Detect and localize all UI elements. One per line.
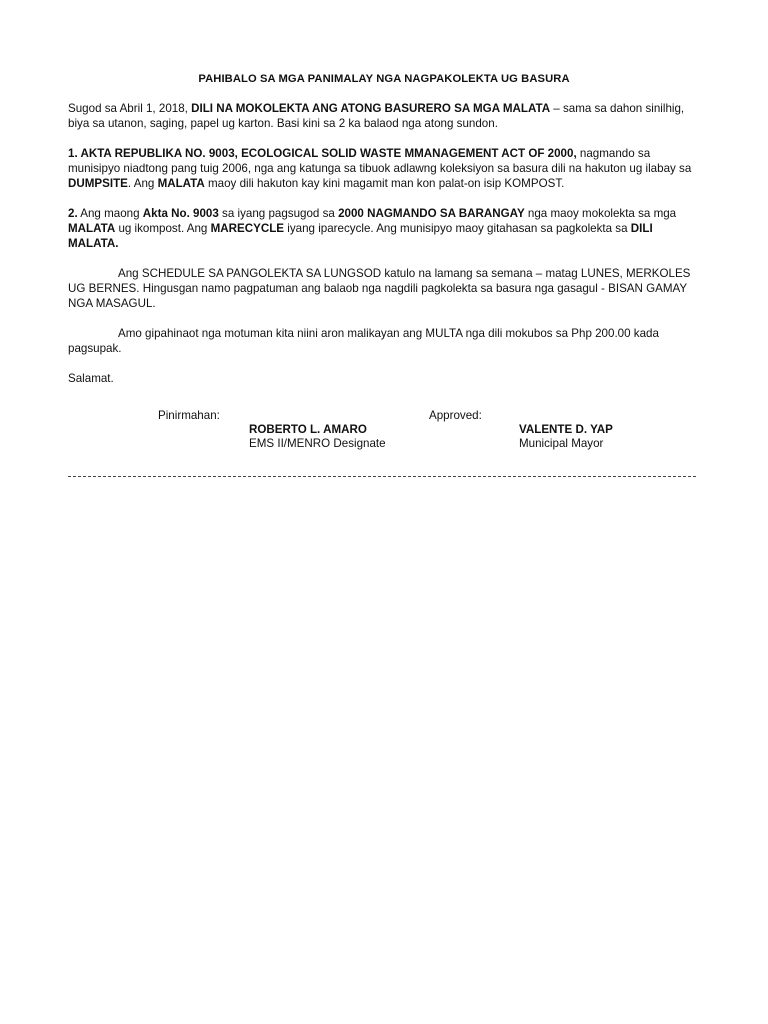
signer-name: ROBERTO L. AMARO: [249, 423, 367, 436]
approver-title: Municipal Mayor: [519, 437, 604, 450]
item-2-text-5: iyang iparecycle. Ang munisipyo maoy gitahasan sa pagkolekta sa: [284, 222, 631, 235]
item-1-text-3: maoy dili hakuton kay kini magamit man kon palat-on isip KOMPOST.: [204, 177, 565, 190]
intro-text-2: – sama sa dahon sinilhig, biya sa utanon, saging, papel ug karton. Basi kini sa 2 ka balaod nga atong sundon.: [68, 102, 685, 130]
closing-text: Salamat.: [68, 372, 114, 385]
item-1-bold-3: MALATA: [157, 177, 205, 190]
signature-block: [68, 408, 700, 452]
item-2-text-2: sa iyang pagsugod sa: [218, 207, 339, 220]
approved-label: Approved:: [429, 409, 482, 422]
intro-bold-1: DILI NA MOKOLEKTA ANG ATONG BASURERO SA MGA MALATA: [191, 102, 551, 115]
schedule-paragraph: Ang SCHEDULE SA PANGOLEKTA SA LUNGSOD katulo na lamang sa semana – matag LUNES, MERKOLES UG BERNES. Hingusgan namo pagpatuman ang balaob nga nagdili pagkolekta sa basura nga gasagul - BISAN GAMAY NGA MASAGUL.: [68, 267, 691, 310]
item-1-paragraph: [68, 146, 700, 191]
dashed-divider: [68, 476, 696, 477]
intro-text-1: Sugod sa Abril 1, 2018,: [68, 102, 192, 115]
intro-paragraph: [68, 101, 700, 131]
item-1-bold-2: DUMPSITE: [68, 177, 128, 190]
item-2-text-1: Ang maong: [77, 207, 143, 220]
document-title: PAHIBALO SA MGA PANIMALAY NGA NAGPAKOLEKTA UG BASURA: [198, 73, 570, 85]
item-2-bold-5: MARECYCLE: [210, 222, 285, 235]
item-2-bold-2: Akta No. 9003: [142, 207, 219, 220]
item-2-paragraph: [68, 206, 700, 251]
item-2-bold-1: 2.: [68, 207, 78, 220]
approver-name: VALENTE D. YAP: [519, 423, 613, 436]
item-2-bold-6: DILI MALATA.: [68, 222, 653, 250]
item-1-bold-1: 1. AKTA REPUBLIKA NO. 9003, ECOLOGICAL SOLID WASTE MMANAGEMENT ACT OF 2000,: [68, 147, 577, 160]
document-body: [68, 72, 700, 452]
penalty-paragraph: Amo gipahinaot nga motuman kita niini aron malikayan ang MULTA nga dili mokubos sa Php 200.00 kada pagsupak.: [68, 327, 659, 355]
item-2-text-4: ug ikompost. Ang: [115, 222, 211, 235]
signed-label: Pinirmahan:: [158, 409, 220, 422]
item-1-text-1: nagmando sa munisipyo niadtong pang tuig 2006, nga ang katunga sa tibuok adlawng koleksiyon sa basura dili na hakuton ug ilabay sa: [68, 147, 692, 175]
signer-title: EMS II/MENRO Designate: [249, 437, 386, 450]
item-2-text-3: nga maoy mokolekta sa mga: [524, 207, 677, 220]
item-1-text-2: . Ang: [127, 177, 158, 190]
item-2-bold-4: MALATA: [68, 222, 116, 235]
item-2-bold-3: 2000 NAGMANDO SA BARANGAY: [338, 207, 525, 220]
